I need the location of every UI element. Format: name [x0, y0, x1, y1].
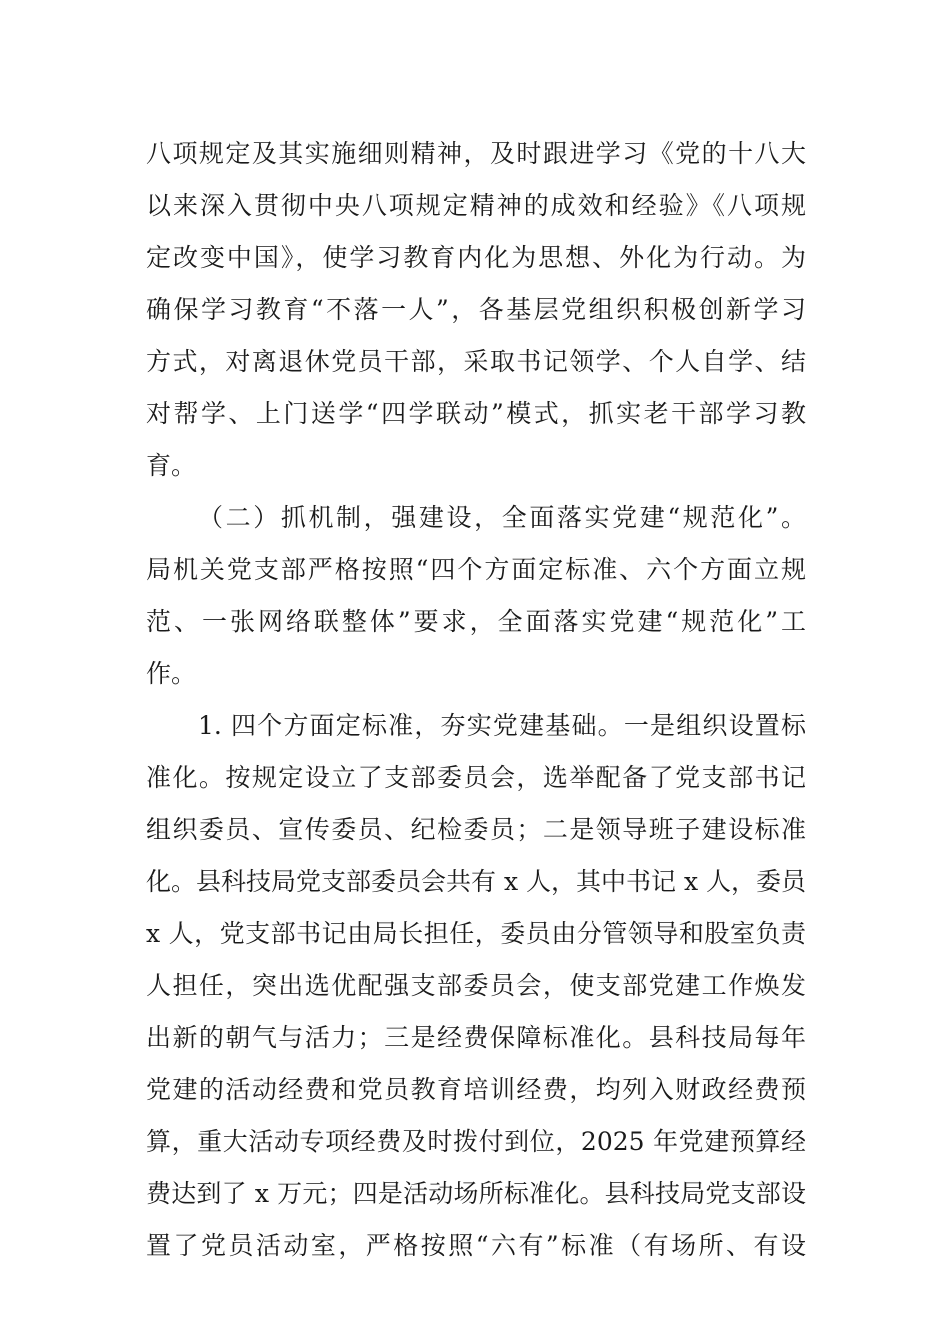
paragraph-four-standards — [146, 700, 806, 1272]
section-heading: （二）抓机制，强建设，全面落实党建“规范化”。 — [198, 503, 806, 532]
text-line: 出新的朝气与活力；三是经费保障标准化。县科技局每年 — [146, 1023, 806, 1052]
text-line: 化。县科技局党支部委员会共有 x 人，其中书记 x 人，委员 — [146, 867, 806, 896]
text-line: 范、一张网络联整体”要求，全面落实党建“规范化”工 — [146, 607, 806, 636]
text-line: 对帮学、上门送学“四学联动”模式，抓实老干部学习教 — [146, 399, 806, 428]
text-line: 党建的活动经费和党员教育培训经费，均列入财政经费预 — [146, 1075, 806, 1104]
text-line: 确保学习教育“不落一人”，各基层党组织积极创新学习 — [146, 295, 806, 324]
text-line: 1. 四个方面定标准，夯实党建基础。一是组织设置标 — [198, 711, 806, 740]
text-line: 八项规定及其实施细则精神，及时跟进学习《党的十八大 — [146, 139, 806, 168]
text-line: 以来深入贯彻中央八项规定精神的成效和经验》《八项规 — [146, 191, 806, 220]
text-line: 费达到了 x 万元；四是活动场所标准化。县科技局党支部设 — [146, 1179, 806, 1208]
paragraph-study-education — [146, 128, 806, 492]
text-line: 置了党员活动室，严格按照“六有”标准（有场所、有设 — [146, 1231, 806, 1260]
text-line: 组织委员、宣传委员、纪检委员；二是领导班子建设标准 — [146, 815, 806, 844]
text-line: 育。 — [146, 451, 197, 480]
text-line: 准化。按规定设立了支部委员会，选举配备了党支部书记 — [146, 763, 806, 792]
text-line: 定改变中国》，使学习教育内化为思想、外化为行动。为 — [146, 243, 806, 272]
text-line: 算，重大活动专项经费及时拨付到位，2025 年党建预算经 — [146, 1127, 806, 1156]
text-line: x 人，党支部书记由局长担任，委员由分管领导和股室负责 — [146, 919, 806, 948]
text-line: 作。 — [146, 659, 197, 688]
document-body — [146, 128, 806, 1272]
paragraph-section-heading-2 — [146, 492, 806, 700]
text-line: 方式，对离退休党员干部，采取书记领学、个人自学、结 — [146, 347, 806, 376]
text-line: 局机关党支部严格按照“四个方面定标准、六个方面立规 — [146, 555, 806, 584]
text-line: 人担任，突出选优配强支部委员会，使支部党建工作焕发 — [146, 971, 806, 1000]
